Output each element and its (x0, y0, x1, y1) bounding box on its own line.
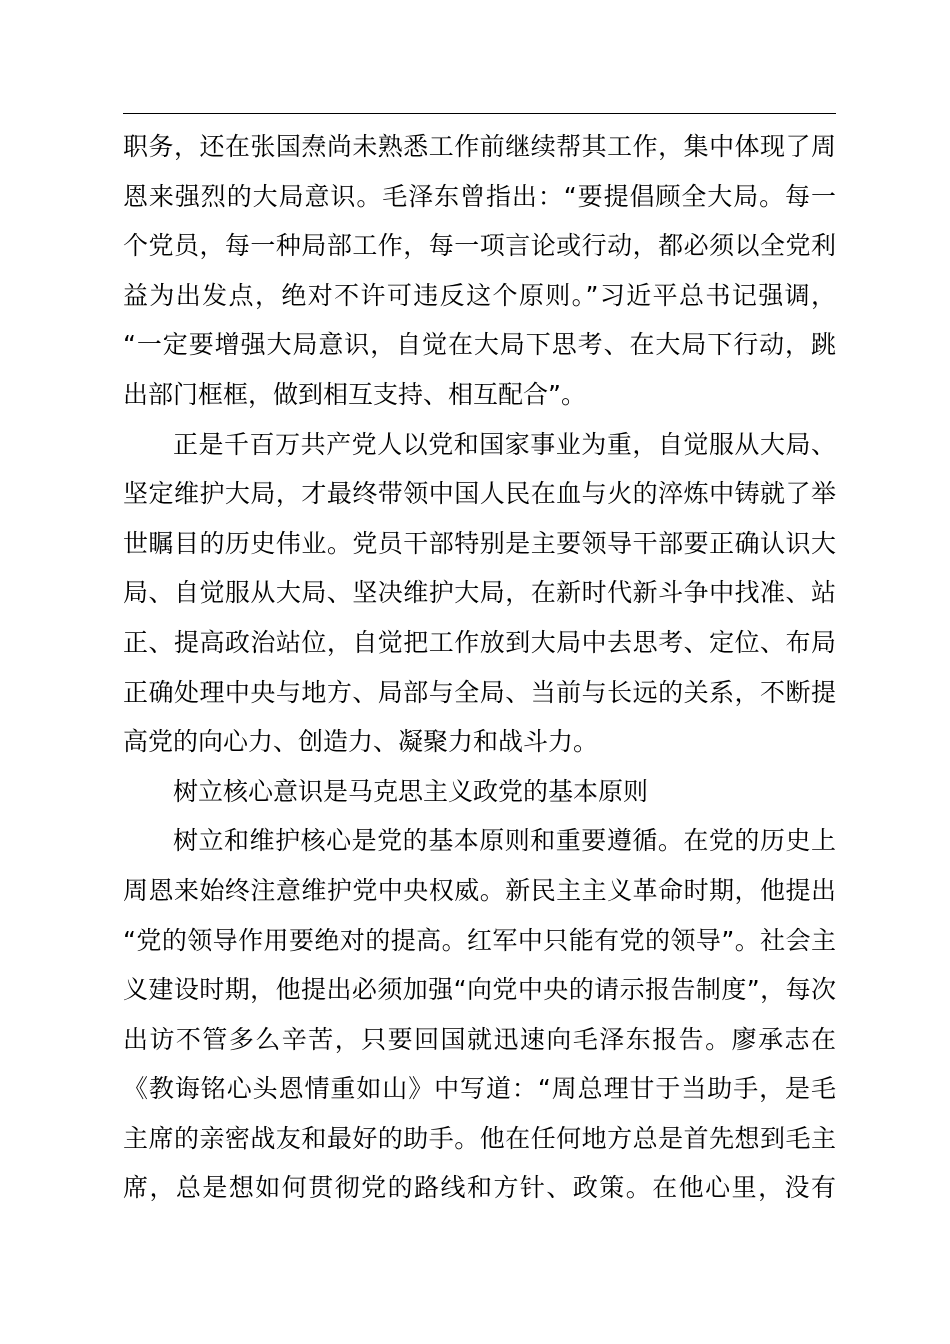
section-heading (123, 767, 836, 817)
text-line: 益为出发点，绝对不许可违反这个原则。”习近平总书记强调， (123, 280, 836, 310)
paragraph-core-awareness (123, 816, 836, 1213)
text-line: 职务，还在张国焘尚未熟悉工作前继续帮其工作，集中体现了周 (123, 132, 836, 161)
text-line: “一定要增强大局意识，自觉在大局下思考、在大局下行动，跳 (123, 330, 836, 360)
text-line: 恩来强烈的大局意识。毛泽东曾指出：“要提倡顾全大局。每一 (123, 181, 836, 211)
text-line: 高党的向心力、创造力、凝聚力和战斗力。 (123, 727, 599, 757)
text-line: 《教诲铭心头恩情重如山》中写道：“周总理甘于当助手，是毛 (123, 1074, 836, 1104)
text-line: 正确处理中央与地方、局部与全局、当前与长远的关系，不断提 (123, 677, 836, 707)
text-line: “党的领导作用要绝对的提高。红军中只能有党的领导”。社会主 (123, 925, 836, 955)
header-rule (123, 113, 836, 114)
paragraph-overall-situation (123, 420, 836, 767)
text-line: 正是千百万共产党人以党和国家事业为重，自觉服从大局、 (173, 429, 836, 459)
text-line: 世瞩目的历史伟业。党员干部特别是主要领导干部要正确认识大 (123, 528, 836, 558)
text-line: 义建设时期，他提出必须加强“向党中央的请示报告制度”，每次 (123, 975, 836, 1005)
text-line: 树立核心意识是马克思主义政党的基本原则 (173, 776, 649, 806)
text-line: 出访不管多么辛苦，只要回国就迅速向毛泽东报告。廖承志在 (123, 1024, 836, 1054)
text-line: 出部门框框，做到相互支持、相互配合”。 (123, 379, 586, 409)
text-line: 树立和维护核心是党的基本原则和重要遵循。在党的历史上 (173, 826, 836, 856)
text-line: 席，总是想如何贯彻党的路线和方针、政策。在他心里，没有 (123, 1173, 836, 1203)
text-line: 主席的亲密战友和最好的助手。他在任何地方总是首先想到毛主 (123, 1123, 836, 1153)
text-line: 周恩来始终注意维护党中央权威。新民主主义革命时期，他提出 (123, 875, 836, 905)
text-line: 坚定维护大局，才最终带领中国人民在血与火的淬炼中铸就了举 (123, 479, 836, 509)
text-line: 个党员，每一种局部工作，每一项言论或行动，都必须以全党利 (123, 231, 836, 261)
document-body (123, 122, 836, 1213)
text-line: 局、自觉服从大局、坚决维护大局，在新时代新斗争中找准、站 (123, 578, 836, 608)
paragraph-continued (123, 122, 836, 420)
text-line: 正、提高政治站位，自觉把工作放到大局中去思考、定位、布局 (123, 627, 836, 657)
